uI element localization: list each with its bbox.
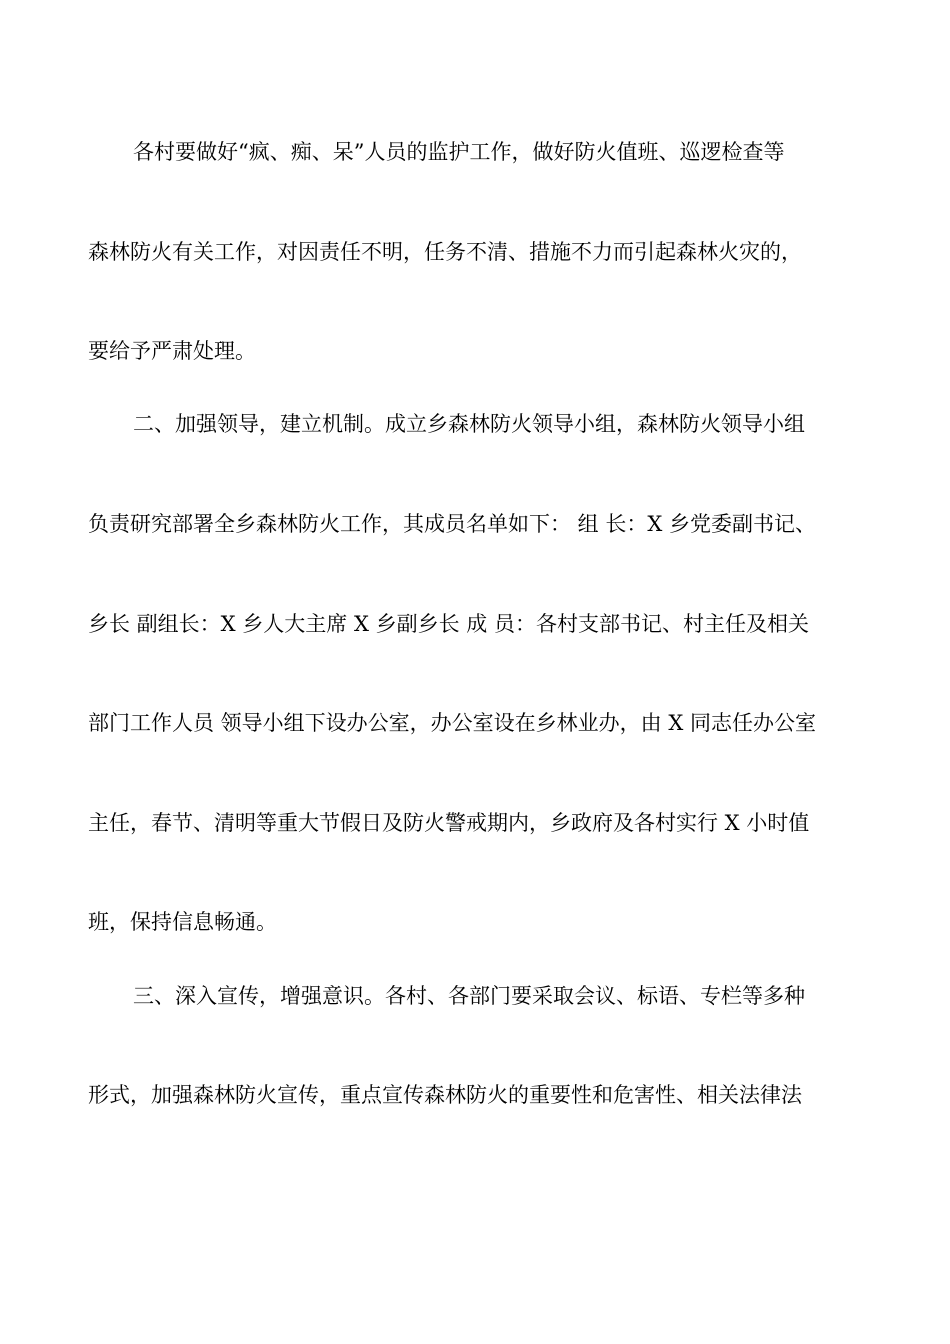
- paragraph-line: 班，保持信息畅通。: [88, 910, 277, 934]
- paragraph-line: 部门工作人员 领导小组下设办公室，办公室设在乡林业办，由 X 同志任办公室: [88, 711, 816, 735]
- paragraph-line: 负责研究部署全乡森林防火工作，其成员名单如下： 组 长：X 乡党委副书记、: [88, 512, 816, 536]
- paragraph-line: 三、深入宣传，增强意识。各村、各部门要采取会议、标语、专栏等多种: [133, 984, 805, 1008]
- paragraph-line: 森林防火有关工作，对因责任不明，任务不清、措施不力而引起森林火灾的，: [88, 240, 802, 264]
- paragraph-line: 形式，加强森林防火宣传，重点宣传森林防火的重要性和危害性、相关法律法: [88, 1083, 802, 1107]
- paragraph-line: 乡长 副组长：X 乡人大主席 X 乡副乡长 成 员：各村支部书记、村主任及相关: [88, 612, 809, 636]
- paragraph-line: 各村要做好“疯、痴、呆”人员的监护工作，做好防火值班、巡逻检查等: [133, 140, 785, 164]
- paragraph-line: 主任，春节、清明等重大节假日及防火警戒期内，乡政府及各村实行 X 小时值: [88, 811, 810, 835]
- paragraph-line: 二、加强领导，建立机制。成立乡森林防火领导小组，森林防火领导小组: [133, 412, 805, 436]
- paragraph-line: 要给予严肃处理。: [88, 339, 256, 363]
